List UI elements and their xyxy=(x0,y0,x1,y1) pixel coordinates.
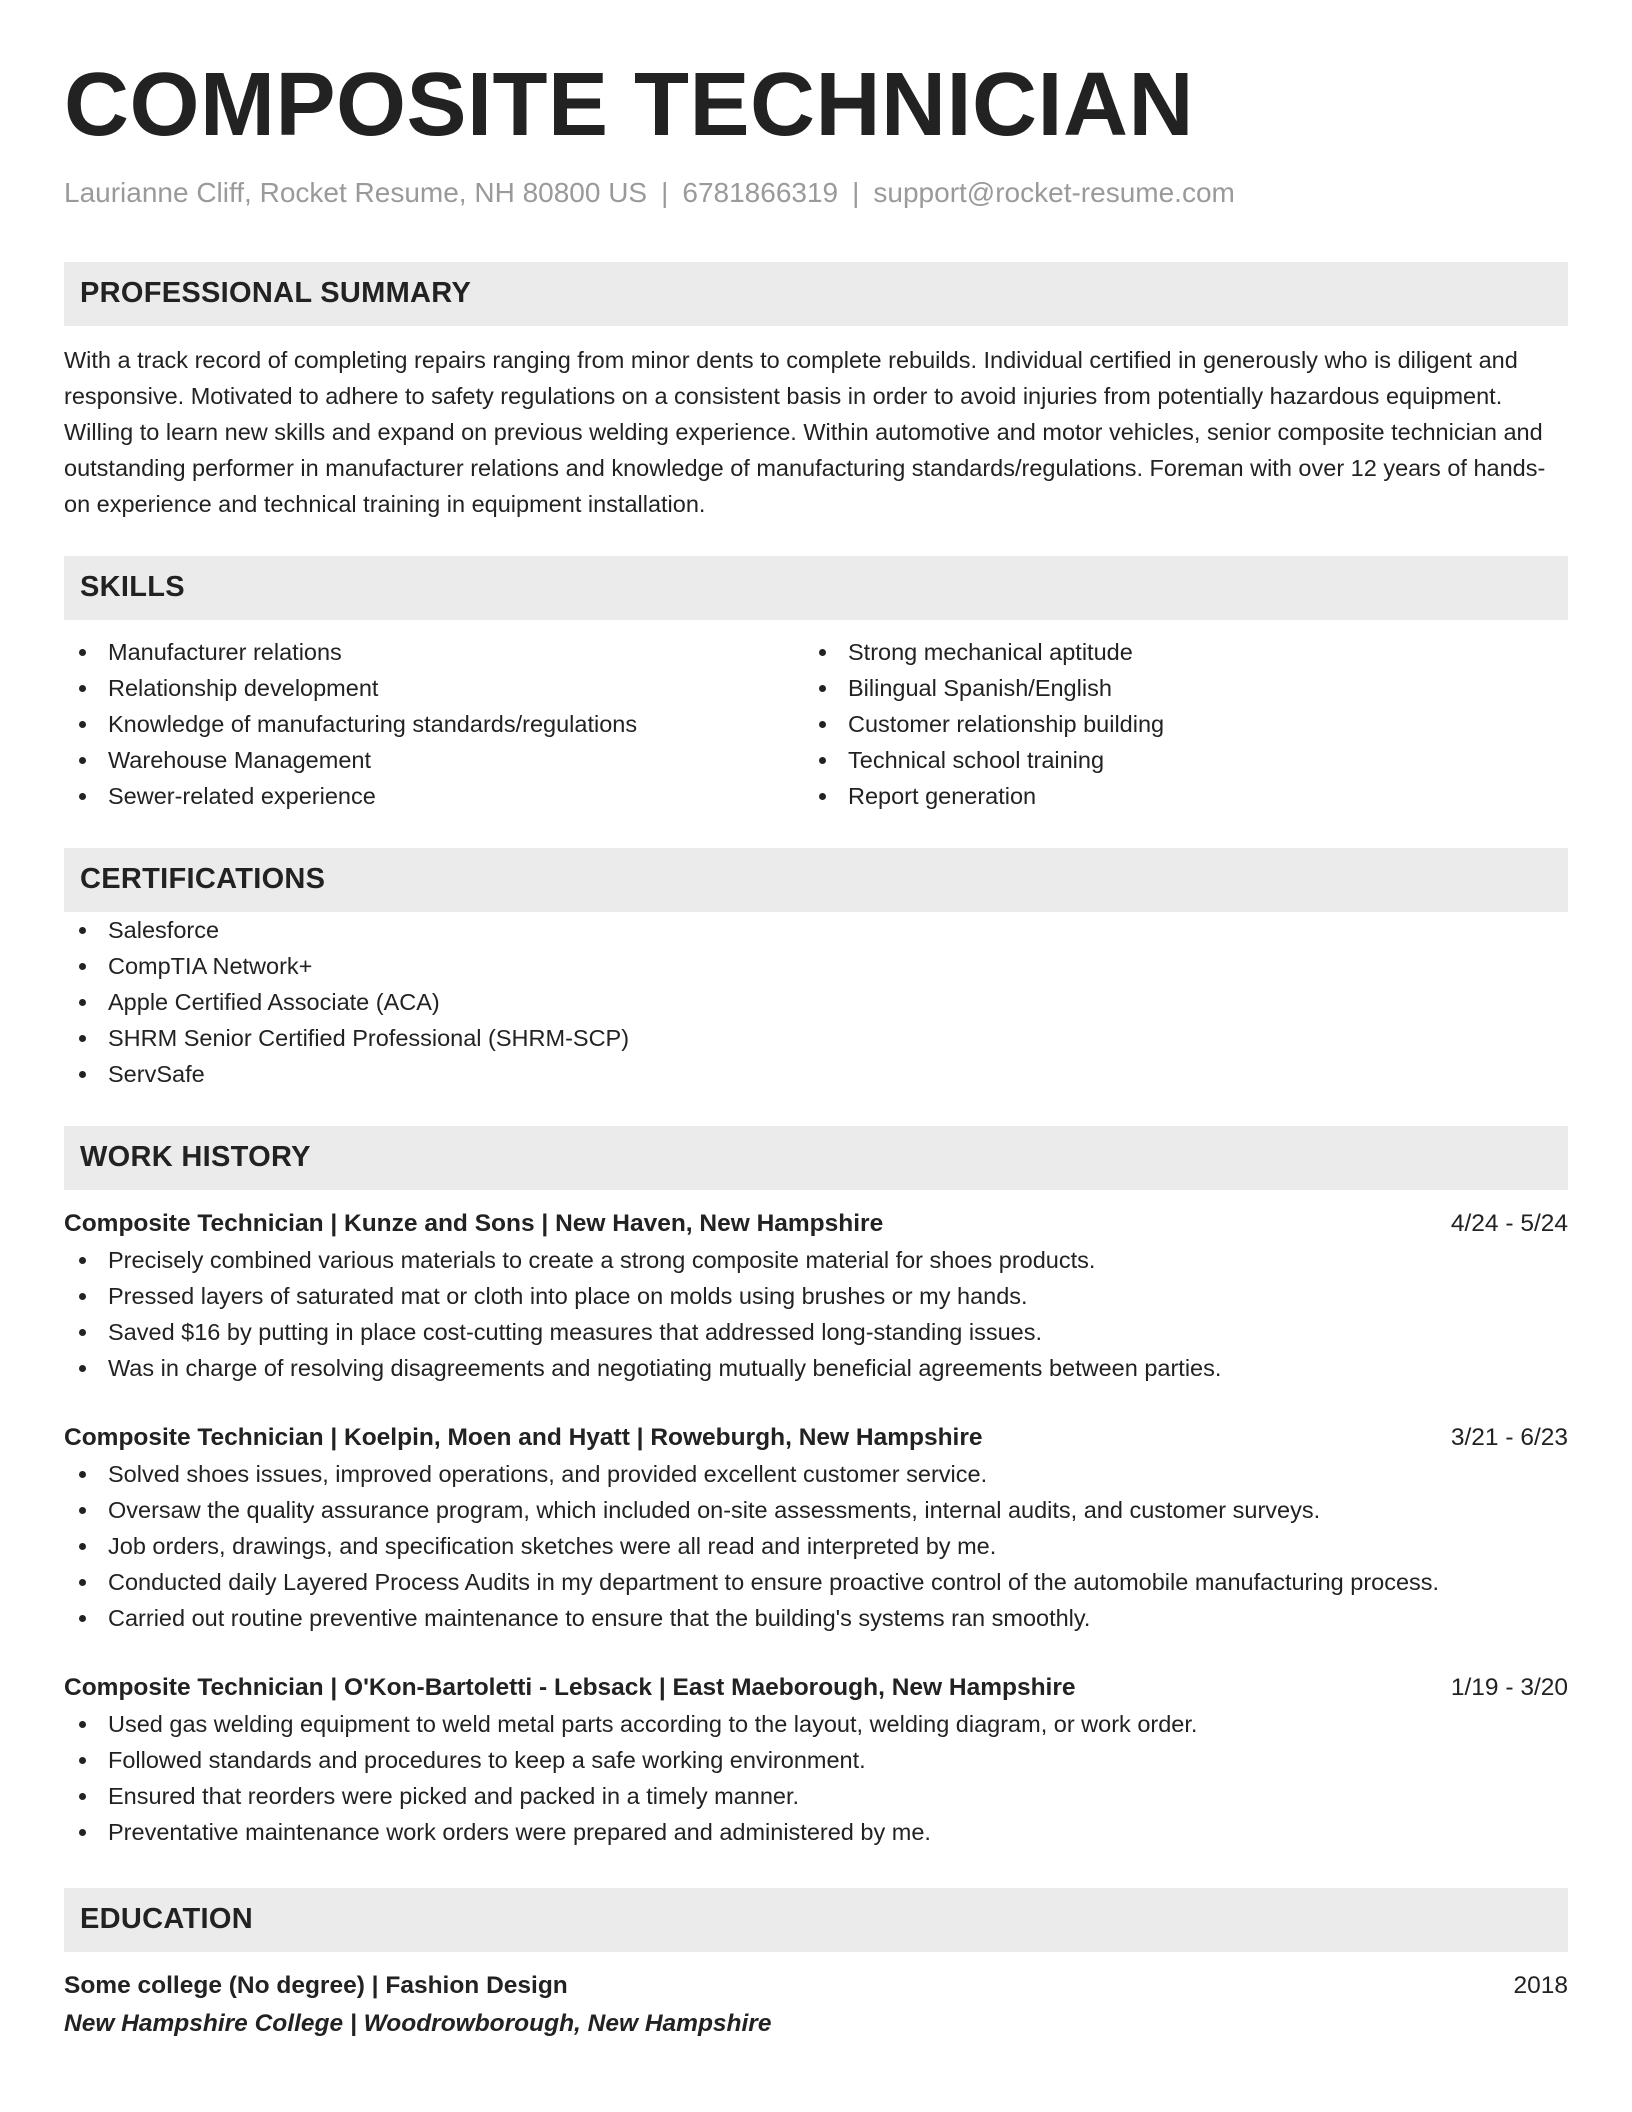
certification-item: CompTIA Network+ xyxy=(64,948,1568,984)
job-bullet: Followed standards and procedures to keep a safe working environment. xyxy=(64,1742,1568,1778)
job-bullets xyxy=(64,1242,1568,1386)
job-title: Composite Technician | Koelpin, Moen and Hyatt | Roweburgh, New Hampshire xyxy=(64,1423,983,1451)
education-degree: Some college (No degree) | Fashion Design xyxy=(64,1971,568,1999)
skill-item: Relationship development xyxy=(64,670,804,706)
certifications-list xyxy=(64,912,1568,1092)
education-school: New Hampshire College | Woodrowborough, New Hampshire xyxy=(64,2009,772,2037)
job-bullet: Ensured that reorders were picked and packed in a timely manner. xyxy=(64,1778,1568,1814)
job-bullets xyxy=(64,1456,1568,1636)
skill-item: Manufacturer relations xyxy=(64,634,804,670)
job-bullet: Was in charge of resolving disagreements and negotiating mutually beneficial agreements between parties. xyxy=(64,1350,1568,1386)
certification-item: Apple Certified Associate (ACA) xyxy=(64,984,1568,1020)
contact-separator: | xyxy=(661,177,669,208)
skills-columns xyxy=(64,634,1568,814)
skill-item: Technical school training xyxy=(804,742,1544,778)
resume-page xyxy=(64,55,1568,2042)
skills-left-list xyxy=(64,634,804,814)
skill-item: Knowledge of manufacturing standards/regulations xyxy=(64,706,804,742)
job-bullet: Precisely combined various materials to create a strong composite material for shoes products. xyxy=(64,1242,1568,1278)
job-bullet: Carried out routine preventive maintenance to ensure that the building's systems ran smoothly. xyxy=(64,1600,1568,1636)
certification-item: SHRM Senior Certified Professional (SHRM-SCP) xyxy=(64,1020,1568,1056)
contact-phone: 6781866319 xyxy=(682,177,839,208)
certification-item: Salesforce xyxy=(64,912,1568,948)
job-bullet: Saved $16 by putting in place cost-cutting measures that addressed long-standing issues. xyxy=(64,1314,1568,1350)
education-header xyxy=(64,1968,1568,2004)
skill-item: Bilingual Spanish/English xyxy=(804,670,1544,706)
skill-item: Sewer-related experience xyxy=(64,778,804,814)
skill-item: Report generation xyxy=(804,778,1544,814)
job-bullet: Solved shoes issues, improved operations, and provided excellent customer service. xyxy=(64,1456,1568,1492)
summary-heading: PROFESSIONAL SUMMARY xyxy=(64,262,1568,326)
job-bullets xyxy=(64,1706,1568,1850)
job-bullet: Pressed layers of saturated mat or cloth into place on molds using brushes or my hands. xyxy=(64,1278,1568,1314)
skill-item: Strong mechanical aptitude xyxy=(804,634,1544,670)
skills-heading: SKILLS xyxy=(64,556,1568,620)
job-header xyxy=(64,1206,1568,1242)
contact-line xyxy=(64,176,1568,210)
skills-right-list xyxy=(804,634,1544,814)
job-bullet: Conducted daily Layered Process Audits in my department to ensure proactive control of the automobile manufacturing process. xyxy=(64,1564,1568,1600)
job-title: Composite Technician | Kunze and Sons | New Haven, New Hampshire xyxy=(64,1209,884,1237)
job-bullet: Oversaw the quality assurance program, which included on-site assessments, internal audits, and customer surveys. xyxy=(64,1492,1568,1528)
job-dates: 4/24 - 5/24 xyxy=(1450,1209,1568,1237)
contact-email: support@rocket-resume.com xyxy=(873,177,1235,208)
resume-title: COMPOSITE TECHNICIAN xyxy=(64,55,1195,155)
job-header xyxy=(64,1670,1568,1706)
skill-item: Customer relationship building xyxy=(804,706,1544,742)
job-bullet: Used gas welding equipment to weld metal parts according to the layout, welding diagram, or work order. xyxy=(64,1706,1568,1742)
job-header xyxy=(64,1420,1568,1456)
contact-separator: | xyxy=(852,177,860,208)
education-heading: EDUCATION xyxy=(64,1888,1568,1952)
contact-address: Laurianne Cliff, Rocket Resume, NH 80800 US xyxy=(64,177,648,208)
certifications-heading: CERTIFICATIONS xyxy=(64,848,1568,912)
education-year: 2018 xyxy=(1513,1971,1568,1999)
job-bullet: Job orders, drawings, and specification sketches were all read and interpreted by me. xyxy=(64,1528,1568,1564)
certification-item: ServSafe xyxy=(64,1056,1568,1092)
summary-text: With a track record of completing repairs ranging from minor dents to complete rebuilds. Individual certified in generously who is diligent and responsive. Motivated to adhere to safety regulations on a consistent basis in order to avoid injuries from potentially hazardous equipment. Willing to learn new skills and expand on previous welding experience. Within automotive and motor vehicles, senior composite technician and outstanding performer in manufacturer relations and knowledge of manufacturing standards/regulations. Foreman with over 12 years of hands-on experience and technical training in equipment installation. xyxy=(64,346,1546,517)
job-bullet: Preventative maintenance work orders were prepared and administered by me. xyxy=(64,1814,1568,1850)
job-dates: 3/21 - 6/23 xyxy=(1450,1423,1568,1451)
skill-item: Warehouse Management xyxy=(64,742,804,778)
job-title: Composite Technician | O'Kon-Bartoletti - Lebsack | East Maeborough, New Hampshire xyxy=(64,1673,1076,1701)
job-dates: 1/19 - 3/20 xyxy=(1450,1673,1568,1701)
work-history-heading: WORK HISTORY xyxy=(64,1126,1568,1190)
